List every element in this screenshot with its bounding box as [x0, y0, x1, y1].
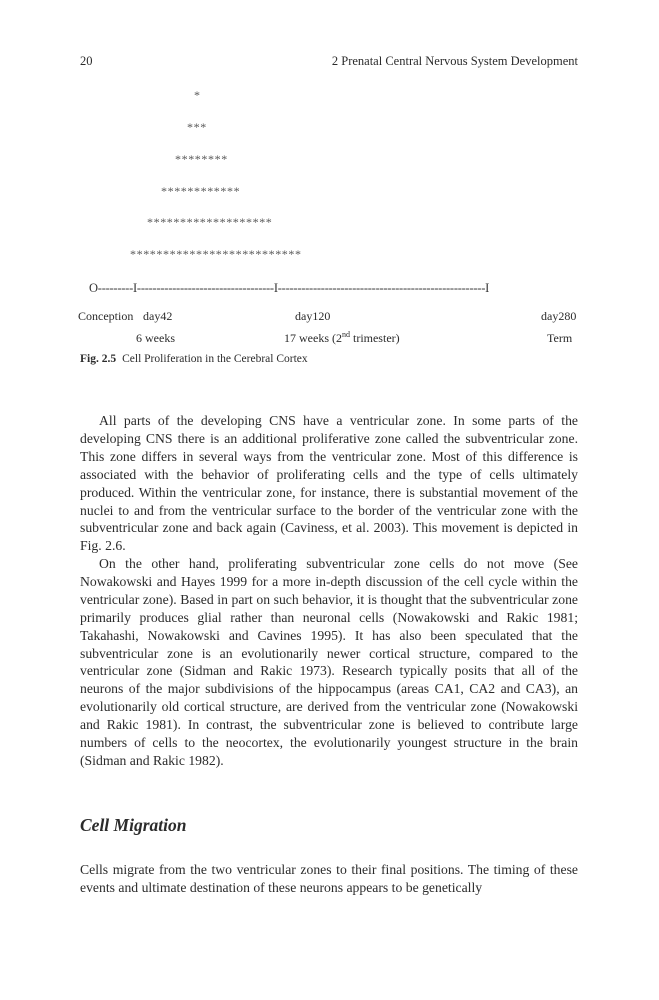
label-conception: Conception — [78, 309, 134, 323]
label-day42: day42 — [143, 309, 173, 323]
label-17-weeks: 17 weeks (2nd trimester) — [284, 330, 400, 345]
body-paragraph-3: Cells migrate from the two ventricular zones to their final positions. The timing of these events and ultimate destination of these neurons appears to be genetically — [80, 862, 578, 895]
label-6-weeks: 6 weeks — [136, 331, 175, 345]
label-day120: day120 — [295, 309, 331, 323]
star-row-4: ************ — [161, 184, 241, 198]
page-number: 20 — [80, 54, 93, 68]
star-row-2: *** — [187, 120, 207, 134]
star-row-5: ******************* — [147, 215, 273, 229]
section-heading: Cell Migration — [80, 815, 187, 835]
body-paragraph-2: On the other hand, proliferating subventricular zone cells do not move (See Nowakowski and Hayes 1999 for a more in-depth discussion of the cell cycle within the ventricular zone). Based in part on such behavior, it is thought that the subventricular zone primarily produces glial rather than neuronal cells (Nowakowski and Rakic 1981; Takahashi, Nowakowski and Cavines 1995). It has also been speculated that the subventricular zone is an evolutionarily newer cortical structure, compared to the ventricular zone (Sidman and Rakic 1973). Research typically posits that all of the neurons of the major subdivisions of the hippocampus (areas CA1, CA2 and CA3), an evolutionarily old cortical structure, are derived from the ventricular zone (Nowakowski and Rakic 1981). In contrast, the subventricular zone is believed to contribute large numbers of cells to the neocortex, the evolutionarily youngest structure in the brain (Sidman and Rakic 1982). — [80, 556, 578, 768]
star-row-6: ************************** — [130, 247, 302, 261]
figure-caption-text: Cell Proliferation in the Cerebral Cortex — [122, 353, 308, 365]
label-term: Term — [547, 331, 573, 345]
star-row-1: * — [194, 88, 201, 102]
timeline-axis: O---------I-----------------------------------I-----------------------------------------------------I — [89, 281, 490, 295]
figure-caption — [80, 353, 308, 365]
running-title: 2 Prenatal Central Nervous System Development — [331, 54, 578, 68]
label-day280: day280 — [541, 309, 577, 323]
star-row-3: ******** — [175, 152, 228, 166]
body-paragraph-1: All parts of the developing CNS have a ventricular zone. In some parts of the developing CNS there is an additional proliferative zone called the subventricular zone. This zone differs in several ways from the ventricular zone. Most of this difference is associated with the behavior of proliferating cells and the type of cells ultimately produced. Within the ventricular zone, for instance, there is substantial movement of the nuclei to and from the ventricular surface to the border of the ventricular zone with the subventricular zone and back again (Caviness, et al. 2003). This movement is depicted in Fig. 2.6. — [80, 413, 578, 554]
figure-caption-label: Fig. 2.5 — [80, 353, 117, 365]
